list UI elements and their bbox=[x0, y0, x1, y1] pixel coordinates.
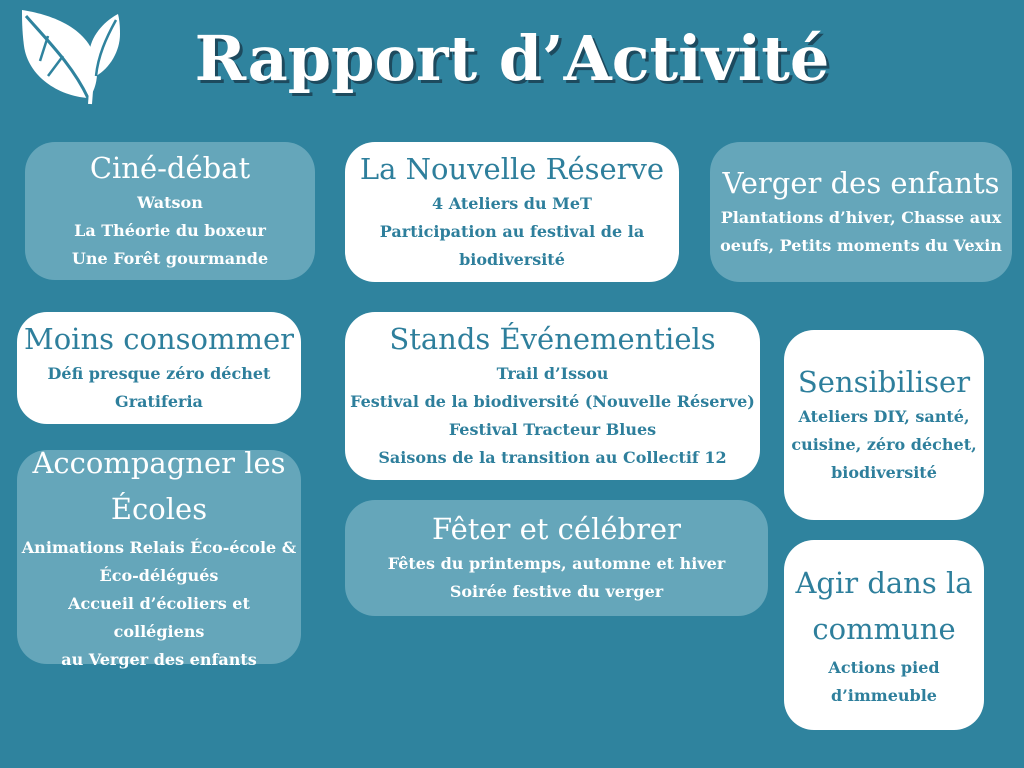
card-heading: Accompagner les bbox=[32, 446, 286, 480]
card-line: La Théorie du boxeur bbox=[74, 221, 266, 240]
card-line: Festival de la biodiversité (Nouvelle Réserve) bbox=[350, 392, 755, 411]
card-line: Actions pied bbox=[828, 658, 940, 677]
card-line: Festival Tracteur Blues bbox=[448, 420, 657, 439]
card-line: au Verger des enfants bbox=[61, 650, 257, 669]
card-agir-commune bbox=[784, 540, 984, 730]
card-moins-consommer bbox=[17, 312, 301, 424]
card-feter-celebrer bbox=[345, 500, 768, 616]
card-line: Animations Relais Éco-école & bbox=[21, 538, 297, 557]
card-stands-evenementiels bbox=[345, 312, 760, 480]
card-heading: Agir dans la bbox=[795, 566, 973, 600]
card-line: Trail d’Issou bbox=[496, 364, 609, 383]
card-line: Gratiferia bbox=[115, 392, 203, 411]
card-heading: Ciné-débat bbox=[89, 151, 251, 185]
card-sensibiliser bbox=[784, 330, 984, 520]
card-heading: Verger des enfants bbox=[722, 166, 1000, 200]
card-heading: Sensibiliser bbox=[797, 365, 971, 399]
card-line: biodiversité bbox=[831, 463, 937, 482]
card-line: d’immeuble bbox=[831, 686, 937, 705]
page-title: Rapport d’Activité bbox=[194, 22, 830, 95]
card-cine-debat bbox=[25, 142, 315, 280]
card-line: Accueil d’écoliers et collégiens bbox=[68, 594, 250, 641]
card-accompagner-ecoles bbox=[17, 446, 301, 669]
card-line: cuisine, zéro déchet, bbox=[791, 435, 977, 454]
card-heading: La Nouvelle Réserve bbox=[359, 152, 665, 186]
card-line: Saisons de la transition au Collectif 12 bbox=[378, 448, 727, 467]
card-line: Une Forêt gourmande bbox=[71, 249, 269, 268]
card-line: biodiversité bbox=[459, 250, 565, 269]
card-line: Éco-délégués bbox=[99, 566, 219, 585]
card-verger-enfants bbox=[710, 142, 1012, 282]
card-heading: Fêter et célébrer bbox=[432, 512, 681, 546]
card-heading: commune bbox=[812, 612, 956, 646]
card-line: Watson bbox=[137, 193, 203, 212]
card-line: Soirée festive du verger bbox=[449, 582, 664, 601]
card-line: Défi presque zéro déchet bbox=[47, 364, 271, 383]
card-line: oeufs, Petits moments du Vexin bbox=[720, 236, 1002, 255]
card-line: Participation au festival de la bbox=[379, 222, 645, 241]
card-heading: Écoles bbox=[110, 492, 208, 526]
card-line: Plantations d’hiver, Chasse aux bbox=[720, 208, 1002, 227]
card-heading: Stands Événementiels bbox=[389, 322, 716, 356]
card-line: Ateliers DIY, santé, bbox=[798, 407, 970, 426]
card-heading: Moins consommer bbox=[24, 322, 294, 356]
card-line: Fêtes du printemps, automne et hiver bbox=[387, 554, 726, 573]
card-line: 4 Ateliers du MeT bbox=[432, 194, 592, 213]
card-nouvelle-reserve bbox=[345, 142, 679, 282]
